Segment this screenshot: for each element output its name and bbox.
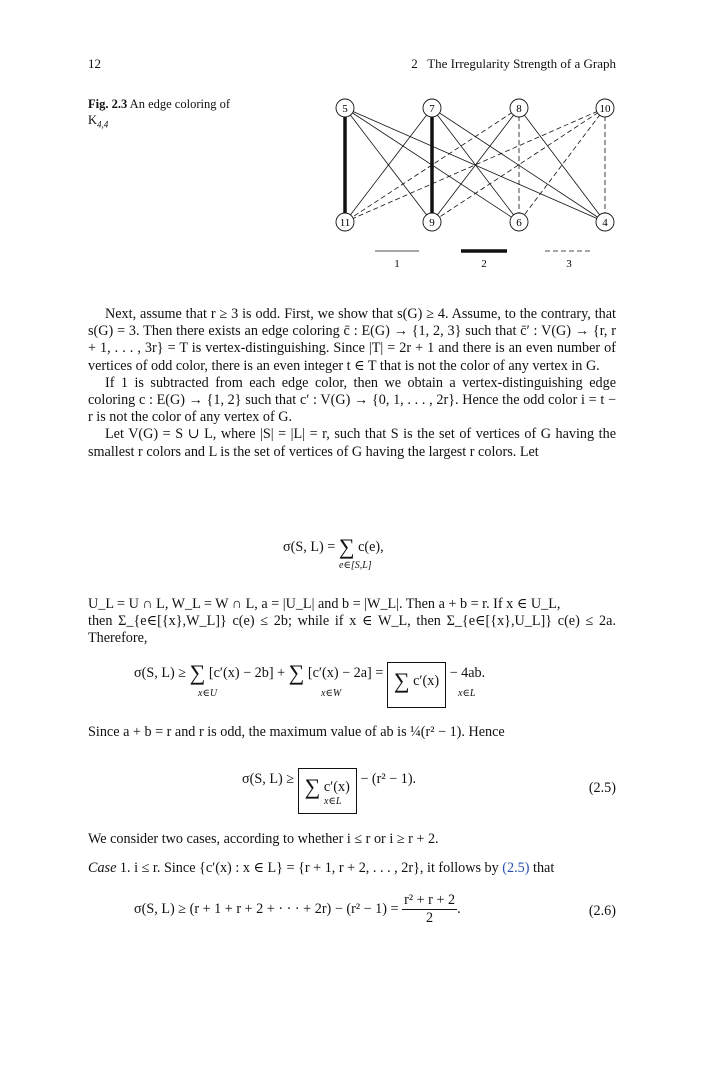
caption-text: An edge coloring of K <box>88 97 230 127</box>
paragraph-4b: then Σ_{e∈[{x},W_L]} c(e) ≤ 2b; while if x ∈ W_L, then Σ_{e∈[{x},U_L]} c(e) ≤ 2a. Therefore, <box>88 613 616 647</box>
k44-graph-figure <box>325 93 625 273</box>
legend-label-1: 1 <box>394 258 400 270</box>
svg-text:7: 7 <box>429 103 435 115</box>
paragraph-3: Let V(G) = S ∪ L, where |S| = |L| = r, such that S is the set of vertices of G having the smallest r colors and L is the set of vertices of G having the largest r colors. Let <box>88 426 616 460</box>
figure-caption <box>88 96 248 133</box>
svg-text:8: 8 <box>516 103 522 115</box>
edge-legend <box>375 251 593 270</box>
svg-text:10: 10 <box>599 103 611 115</box>
vertex-7 <box>423 99 441 117</box>
vertex-6 <box>510 213 528 231</box>
equation-2-5: σ(S, L) ≥ ∑ c′(x) − (r² − 1). x∈L <box>242 768 416 814</box>
svg-text:4: 4 <box>602 217 608 229</box>
vertex-5 <box>336 99 354 117</box>
equation-number-2-5: (2.5) <box>588 780 616 796</box>
equation-ref-2-5[interactable]: (2.5) <box>502 860 530 876</box>
svg-text:6: 6 <box>516 217 522 229</box>
equation-sigma-bound-1: σ(S, L) ≥ ∑ [c′(x) − 2b] + ∑ [c′(x) − 2a] = ∑ c′(x) − 4ab. x∈U x∈W x∈L <box>134 660 485 708</box>
running-title: 2 The Irregularity Strength of a Graph <box>411 56 616 71</box>
case-label: Case <box>88 860 117 876</box>
page-number: 12 <box>88 56 101 71</box>
vertex-9 <box>423 213 441 231</box>
equation-sigma-definition: σ(S, L) = ∑ c(e), e∈[S,L] <box>283 534 384 571</box>
sum-symbol: ∑ <box>338 534 355 559</box>
vertex-11 <box>336 213 354 231</box>
svg-text:5: 5 <box>342 103 348 115</box>
paragraph-4a: U_L = U ∩ L, W_L = W ∩ L, a = |U_L| and b = |W_L|. Then a + b = r. If x ∈ U_L, <box>88 596 561 612</box>
vertex-10 <box>596 99 614 117</box>
svg-text:11: 11 <box>339 217 351 229</box>
svg-text:9: 9 <box>429 217 435 229</box>
body-paragraph-7: Case 1. i ≤ r. Since {c′(x) : x ∈ L} = {r + 1, r + 2, . . . , 2r}, it follows by (2.5) that <box>88 860 555 876</box>
eq1-subscript: e∈[S,L] <box>339 560 372 571</box>
body-paragraphs <box>88 306 616 461</box>
figure-label: Fig. 2.3 <box>88 97 128 111</box>
legend-label-2: 2 <box>481 258 487 270</box>
paragraph-2: If 1 is subtracted from each edge color, then we obtain a vertex-distinguishing edge coloring c : E(G) → {1, 2} such that c′ : V(G) → {0, 1, . . . , 2r}. Hence the odd color i = t − r is not the color of any vertex of G. <box>88 374 616 426</box>
body-paragraph-5: Since a + b = r and r is odd, the maximum value of ab is ¼(r² − 1). Hence <box>88 724 505 740</box>
vertex-4 <box>596 213 614 231</box>
paragraph-1: Next, assume that r ≥ 3 is odd. First, we show that s(G) ≥ 4. Assume, to the contrary, that s(G) = 3. Then there exists an edge coloring c̄ : E(G) → {1, 2, 3} such that c̄′ : V(G) → {r, r + 1, . . . , 3r} = T is vertex-distinguishing. Since |T| = 2r + 1 and there is an even number of vertices of odd color, there is an even integer t ∈ T that is not the color of any vertex in G. <box>88 306 616 374</box>
equation-2-6: σ(S, L) ≥ (r + 1 + r + 2 + · · · + 2r) − (r² − 1) = $\frac{\text{r² + r + 2}}{2}$ . <box>134 892 461 926</box>
body-paragraph-4 <box>88 596 616 648</box>
caption-sub: 4,4 <box>97 119 109 130</box>
vertex-8 <box>510 99 528 117</box>
body-paragraph-6: We consider two cases, according to whether i ≤ r or i ≥ r + 2. <box>88 831 439 847</box>
bracket-group: ∑ c′(x) <box>387 662 446 708</box>
legend-label-3: 3 <box>566 258 572 270</box>
equation-number-2-6: (2.6) <box>588 903 616 919</box>
fraction: $\frac{\text{r² + r + 2}}{2}$ <box>404 892 456 926</box>
